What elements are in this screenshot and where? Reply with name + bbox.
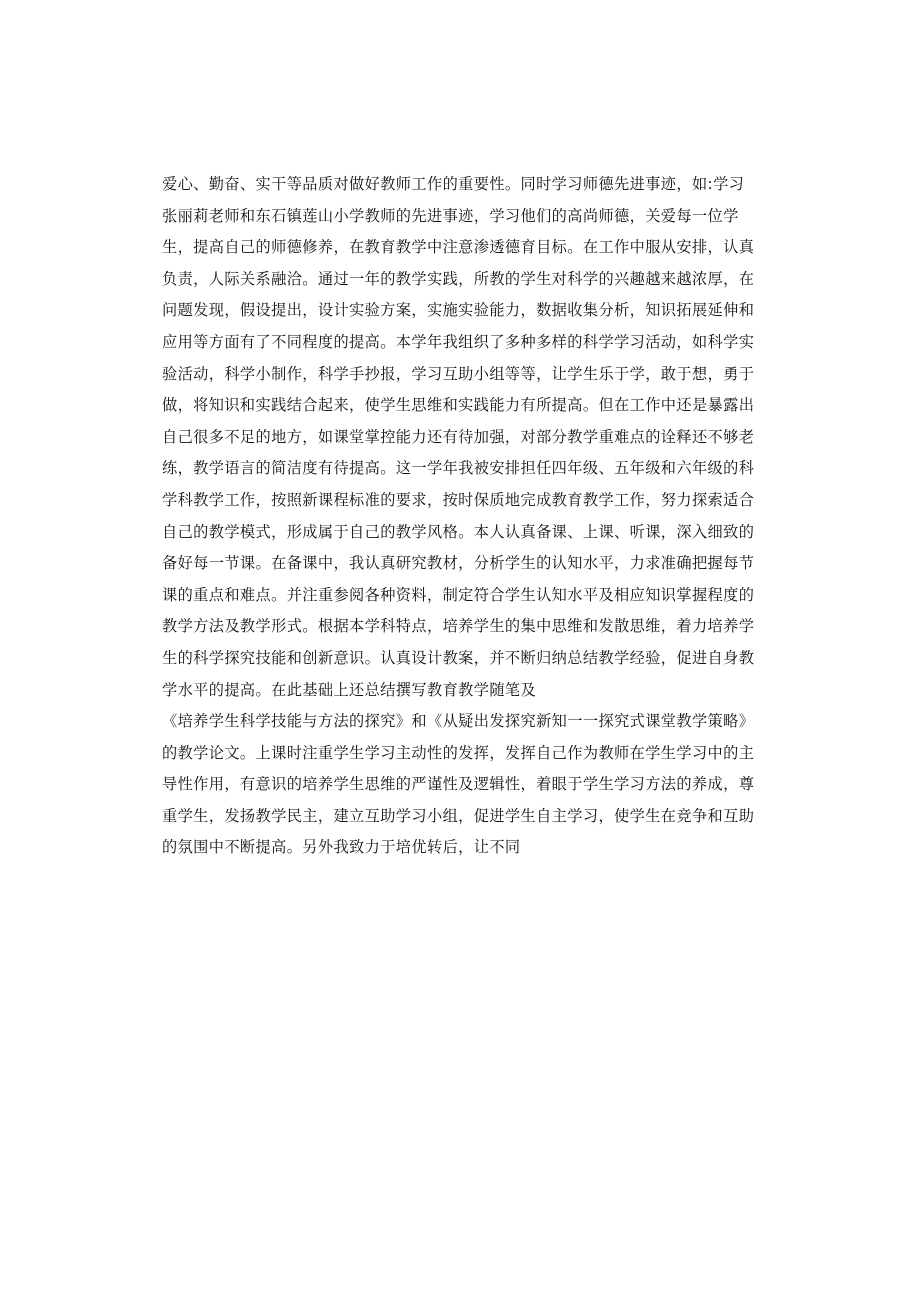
text-line: 生的科学探究技能和创新意识。认真设计教案，并不断归纳总结教学经验，促进自身教 (162, 648, 755, 667)
text-line: 张丽莉老师和东石镇莲山小学教师的先进事迹，学习他们的高尚师德，关爱每一位学 (162, 206, 739, 225)
text-line: 应用等方面有了不同程度的提高。本学年我组织了多种多样的科学学习活动，如科学实 (162, 332, 755, 351)
body-text (162, 169, 782, 864)
text-line: 学水平的提高。在此基础上还总结撰写教育教学随笔及 (162, 680, 537, 699)
text-line: 学科教学工作，按照新课程标准的要求，按时保质地完成教育教学工作，努力探索适合 (162, 490, 755, 509)
text-line: 自己的教学模式，形成属于自己的教学风格。本人认真备课、上课、听课，深入细致的 (162, 522, 755, 541)
text-line: 教学方法及教学形式。根据本学科特点，培养学生的集中思维和发散思维，着力培养学 (162, 617, 755, 636)
text-line: 练，教学语言的简洁度有待提高。这一学年我被安排担任四年级、五年级和六年级的科 (162, 459, 755, 478)
text-line: 的教学论文。上课时注重学生学习主动性的发挥，发挥自己作为教师在学生学习中的主 (162, 743, 755, 762)
text-line: 负责，人际关系融洽。通过一年的教学实践，所教的学生对科学的兴趣越来越浓厚，在 (162, 269, 755, 288)
text-line: 的氛围中不断提高。另外我致力于培优转后，让不同 (162, 838, 521, 857)
text-line: 问题发现，假设提出，设计实验方案，实施实验能力，数据收集分析，知识拓展延伸和 (162, 301, 755, 320)
text-line: 自己很多不足的地方，如课堂掌控能力还有待加强，对部分教学重难点的诠释还不够老 (162, 427, 755, 446)
text-line: 重学生，发扬教学民主，建立互助学习小组，促进学生自主学习，使学生在竞争和互助 (162, 806, 755, 825)
text-line: 生，提高自己的师德修养，在教育教学中注意渗透德育目标。在工作中服从安排，认真 (162, 238, 755, 257)
text-line: 备好每一节课。在备课中，我认真研究教材，分析学生的认知水平，力求准确把握每节 (162, 554, 755, 573)
text-line: 课的重点和难点。并注重参阅各种资料，制定符合学生认知水平及相应知识掌握程度的 (162, 585, 755, 604)
text-line: 《培养学生科学技能与方法的探究》和《从疑出发探究新知一一探究式课堂教学策略》 (162, 712, 755, 731)
text-line: 做，将知识和实践结合起来，使学生思维和实践能力有所提高。但在工作中还是暴露出 (162, 396, 755, 415)
text-line: 爱心、勤奋、实干等品质对做好教师工作的重要性。同时学习师德先进事迹，如:学习 (162, 175, 745, 193)
text-line: 验活动，科学小制作，科学手抄报，学习互助小组等等，让学生乐于学，敢于想，勇于 (162, 364, 755, 383)
text-line: 导性作用，有意识的培养学生思维的严谨性及逻辑性，着眼于学生学习方法的养成，尊 (162, 775, 755, 794)
